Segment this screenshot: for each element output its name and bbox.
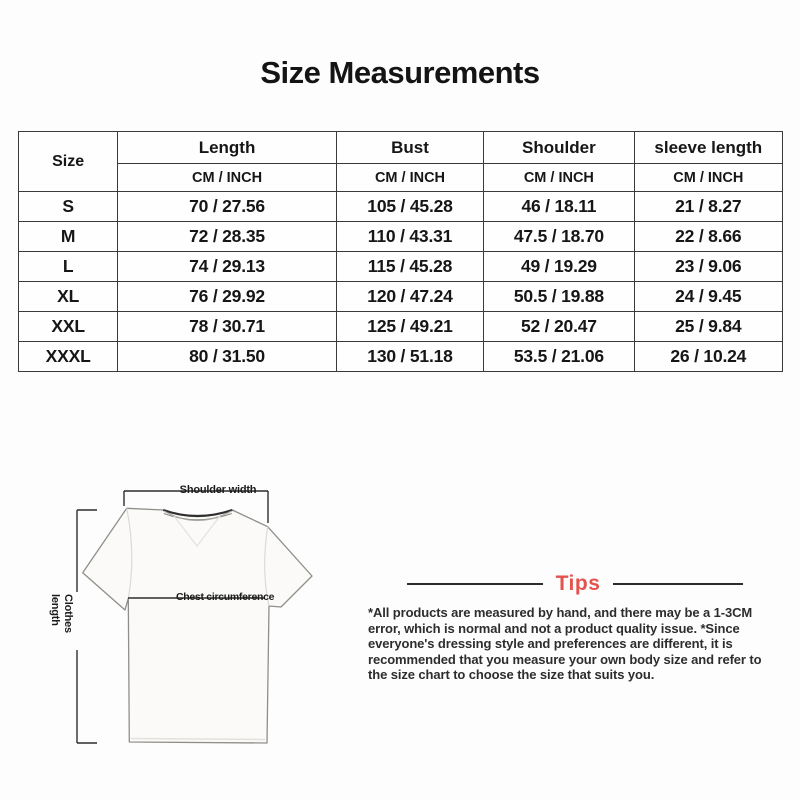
tips-body-text: *All products are measured by hand, and there may be a 1-3CM error, which is normal and not a product quality issue. *Since everyone's dressing style and preferences are different, it is recommended that you measure your own body size and refer to the size chart to choose the size that suits you. <box>368 605 762 682</box>
size-table <box>18 131 783 372</box>
shoulder-cell: 46 / 18.11 <box>484 192 634 222</box>
size-cell: XL <box>19 282 118 312</box>
sleeve-cell: 24 / 9.45 <box>634 282 782 312</box>
clothes-length-label-word2: length <box>49 594 61 626</box>
unit-header-length: CM / INCH <box>118 164 337 192</box>
sleeve-cell: 21 / 8.27 <box>634 192 782 222</box>
tips-section <box>368 562 782 683</box>
tips-title: Tips <box>555 572 601 595</box>
clothes-length-label-word1: Clothes <box>62 594 74 633</box>
tips-heading <box>368 572 782 596</box>
bust-cell: 130 / 51.18 <box>336 342 483 372</box>
table-row <box>19 252 783 282</box>
tshirt-measurement-diagram <box>40 460 396 760</box>
column-header-bust: Bust <box>336 132 483 164</box>
size-cell: L <box>19 252 118 282</box>
table-row <box>19 282 783 312</box>
length-cell: 70 / 27.56 <box>118 192 337 222</box>
clothes-length-label <box>48 594 74 633</box>
length-cell: 76 / 29.92 <box>118 282 337 312</box>
bust-cell: 120 / 47.24 <box>336 282 483 312</box>
table-row <box>19 312 783 342</box>
column-header-length: Length <box>118 132 337 164</box>
tips-divider-right <box>613 583 743 585</box>
table-row <box>19 222 783 252</box>
size-cell: S <box>19 192 118 222</box>
column-header-sleeve-length: sleeve length <box>634 132 782 164</box>
sleeve-cell: 26 / 10.24 <box>634 342 782 372</box>
sleeve-cell: 23 / 9.06 <box>634 252 782 282</box>
bust-cell: 115 / 45.28 <box>336 252 483 282</box>
shoulder-width-label: Shoulder width <box>179 484 257 496</box>
shoulder-cell: 49 / 19.29 <box>484 252 634 282</box>
bust-cell: 125 / 49.21 <box>336 312 483 342</box>
column-header-shoulder: Shoulder <box>484 132 634 164</box>
table-header-row <box>19 132 783 164</box>
hem-line <box>131 739 265 740</box>
tshirt-icon <box>40 460 396 760</box>
shoulder-cell: 47.5 / 18.70 <box>484 222 634 252</box>
shoulder-cell: 52 / 20.47 <box>484 312 634 342</box>
length-cell: 74 / 29.13 <box>118 252 337 282</box>
tips-divider-left <box>407 583 543 585</box>
unit-header-sleeve-length: CM / INCH <box>634 164 782 192</box>
chest-circumference-label: Chest circumference <box>176 591 275 603</box>
clothes-length-dimension-line <box>77 510 97 743</box>
size-cell: M <box>19 222 118 252</box>
table-subheader-row <box>19 164 783 192</box>
tshirt-outline <box>83 508 312 743</box>
table-row <box>19 192 783 222</box>
unit-header-shoulder: CM / INCH <box>484 164 634 192</box>
size-cell: XXL <box>19 312 118 342</box>
length-cell: 72 / 28.35 <box>118 222 337 252</box>
bust-cell: 105 / 45.28 <box>336 192 483 222</box>
column-header-size: Size <box>19 132 118 192</box>
unit-header-bust: CM / INCH <box>336 164 483 192</box>
length-cell: 78 / 30.71 <box>118 312 337 342</box>
table-row <box>19 342 783 372</box>
sleeve-cell: 25 / 9.84 <box>634 312 782 342</box>
shoulder-cell: 50.5 / 19.88 <box>484 282 634 312</box>
shoulder-cell: 53.5 / 21.06 <box>484 342 634 372</box>
bust-cell: 110 / 43.31 <box>336 222 483 252</box>
page-title: Size Measurements <box>260 55 540 90</box>
length-cell: 80 / 31.50 <box>118 342 337 372</box>
size-cell: XXXL <box>19 342 118 372</box>
sleeve-cell: 22 / 8.66 <box>634 222 782 252</box>
